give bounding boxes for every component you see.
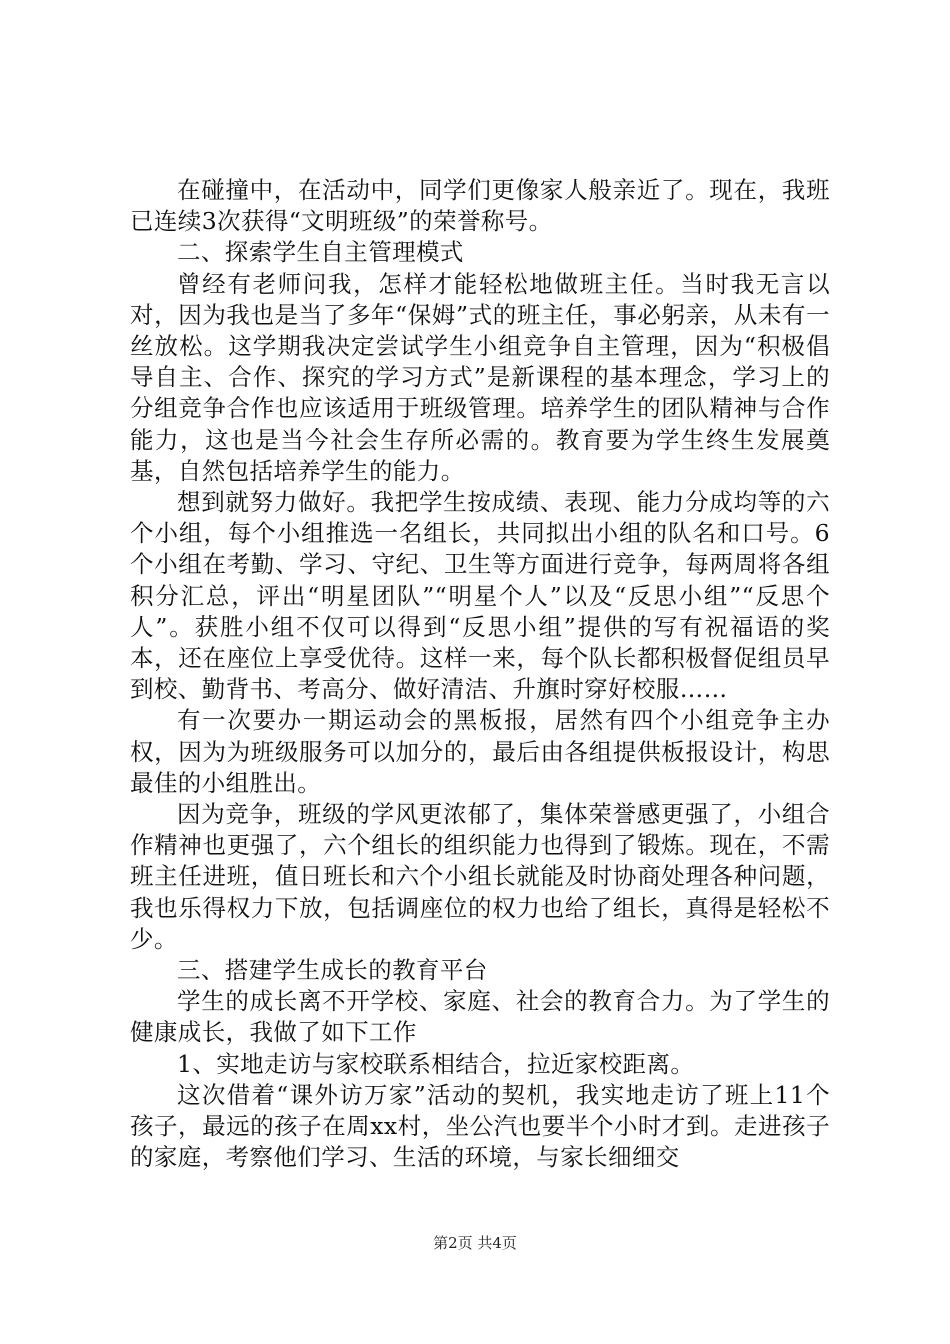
list-item-heading: 1、实地走访与家校联系相结合，拉近家校距离。	[177, 1049, 695, 1078]
page-number-footer: 第2页 共4页	[433, 1234, 517, 1252]
paragraph: 因为竞争，班级的学风更浓郁了，集体荣誉感更强了，小组合作精神也更强了，六个组长的组织能力也得到了锻炼。现在，不需班主任进班，值日班长和六个小组长就能及时协商处理各种问题，我也乐得权力下放，包括调座位的权力也给了组长，真得是轻松不少。	[130, 800, 830, 953]
paragraph: 曾经有老师问我，怎样才能轻松地做班主任。当时我无言以对，因为我也是当了多年“保姆”式的班主任，事必躬亲，从未有一丝放松。这学期我决定尝试学生小组竞争自主管理，因为“积极倡导自主、合作、探究的学习方式”是新课程的基本理念，学习上的分组竞争合作也应该适用于班级管理。培养学生的团队精神与合作能力，这也是当今社会生存所必需的。教育要为学生终生发展奠基，自然包括培养学生的能力。	[130, 269, 830, 485]
document-body	[130, 175, 830, 1174]
section-heading-3: 三、搭建学生成长的教育平台	[177, 956, 488, 985]
paragraph: 学生的成长离不开学校、家庭、社会的教育合力。为了学生的健康成长，我做了如下工作	[130, 987, 830, 1047]
paragraph: 想到就努力做好。我把学生按成绩、表现、能力分成均等的六个小组，每个小组推选一名组长，共同拟出小组的队名和口号。6个小组在考勤、学习、守纪、卫生等方面进行竞争，每两周将各组积分汇总，评出“明星团队”“明星个人”以及“反思小组”“反思个人”。获胜小组不仅可以得到“反思小组”提供的写有祝福语的奖本，还在座位上享受优待。这样一来，每个队长都积极督促组员早到校、勤背书、考高分、做好清洁、升旗时穿好校服……	[130, 488, 830, 704]
section-heading-2: 二、探索学生自主管理模式	[177, 238, 464, 267]
paragraph: 有一次要办一期运动会的黑板报，居然有四个小组竞争主办权，因为为班级服务可以加分的，最后由各组提供板报设计，构思最佳的小组胜出。	[130, 706, 830, 797]
paragraph: 这次借着“课外访万家”活动的契机，我实地走访了班上11个孩子，最远的孩子在周xx村，坐公汽也要半个小时才到。走进孩子的家庭，考察他们学习、生活的环境，与家长细细交	[130, 1080, 830, 1172]
paragraph-continuation: 在碰撞中，在活动中，同学们更像家人般亲近了。现在，我班已连续3次获得“文明班级”的荣誉称号。	[130, 176, 830, 236]
